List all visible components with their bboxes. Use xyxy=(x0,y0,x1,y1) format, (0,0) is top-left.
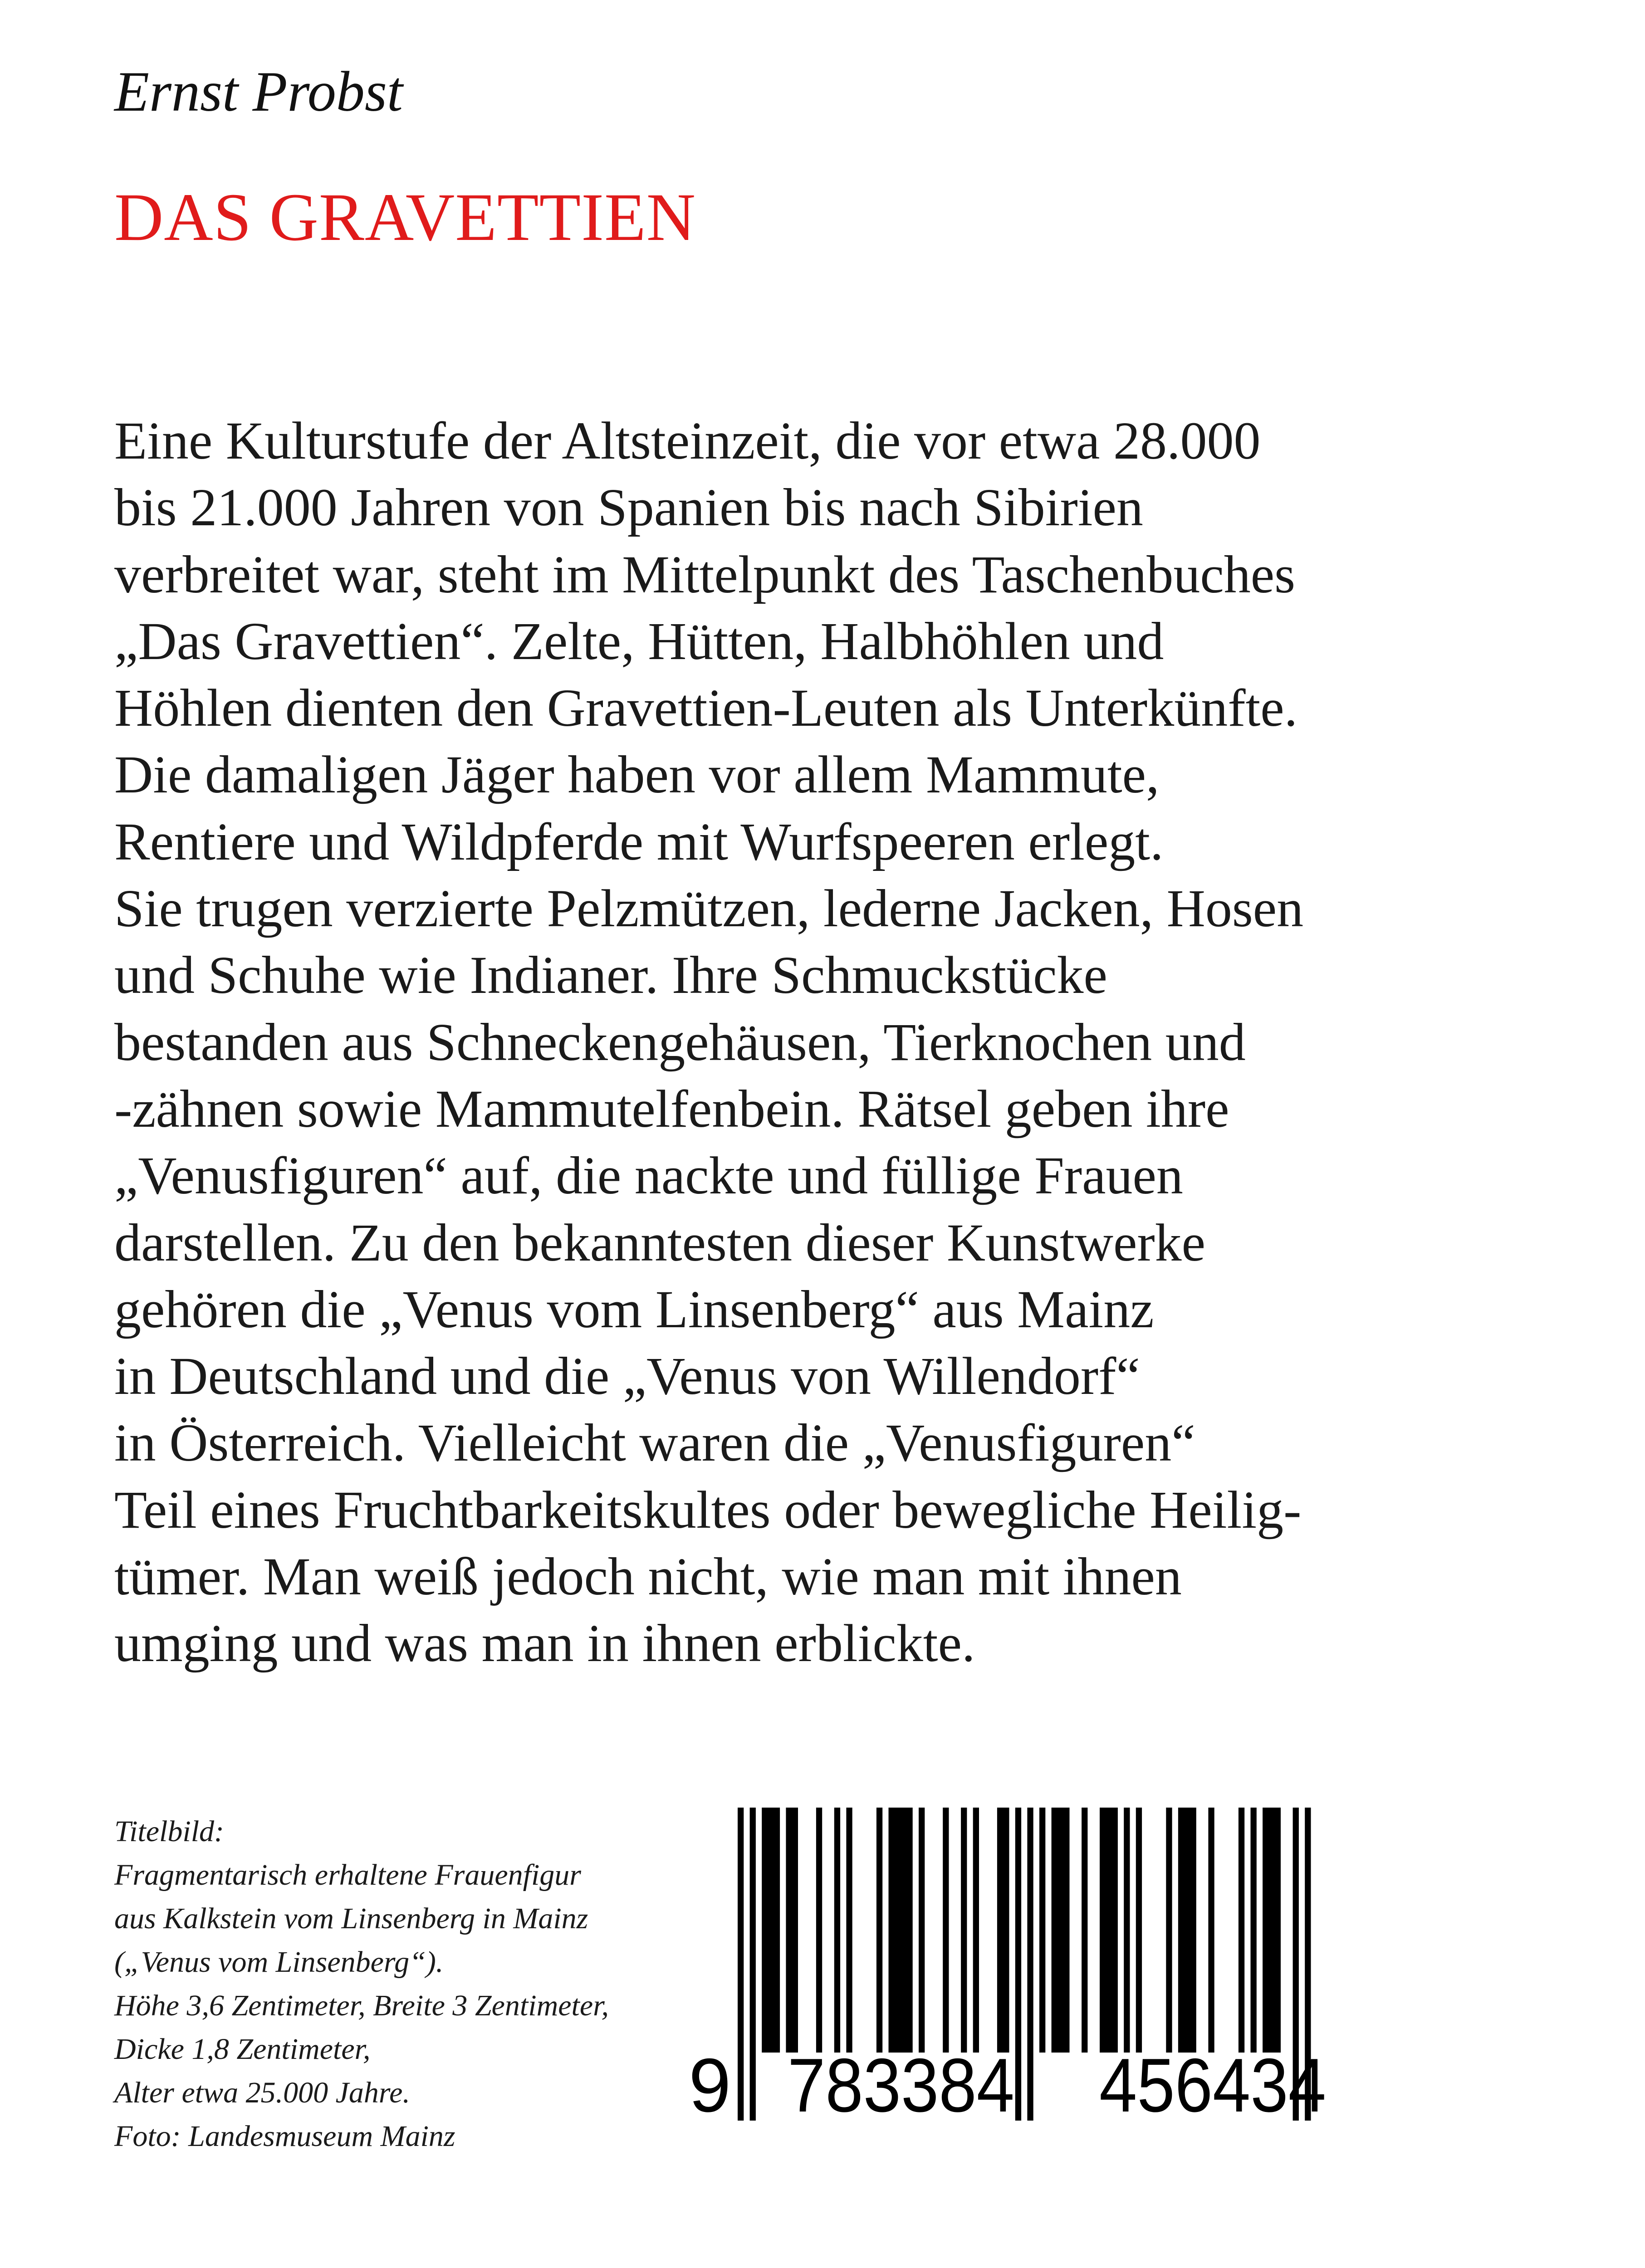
barcode-bar xyxy=(919,1808,925,2053)
barcode-bar xyxy=(1178,1808,1196,2053)
blurb-line: verbreitet war, steht im Mittelpunkt des Taschenbuches xyxy=(114,544,1296,604)
barcode-bar xyxy=(1100,1808,1118,2053)
barcode-bar xyxy=(786,1808,798,2053)
barcode-bar xyxy=(762,1808,780,2053)
barcode-right-digits: 456434 xyxy=(1099,2043,1326,2121)
cover-image-caption xyxy=(114,1810,681,2158)
blurb-line: umging und was man in ihnen erblickte. xyxy=(114,1613,975,1673)
barcode-bar xyxy=(1239,1808,1244,2053)
blurb-line: „Venusfiguren“ auf, die nackte und füllige Frauen xyxy=(114,1146,1183,1206)
barcode-guard-bar xyxy=(1015,1808,1021,2121)
barcode-bar xyxy=(1136,1808,1142,2053)
barcode-bar xyxy=(816,1808,822,2053)
blurb-line: bis 21.000 Jahren von Spanien bis nach Sibirien xyxy=(114,478,1143,538)
barcode-left-digits: 783384 xyxy=(788,2043,1014,2121)
barcode-bar xyxy=(846,1808,852,2053)
blurb-line: in Deutschland und die „Venus von Willendorf“ xyxy=(114,1346,1140,1406)
barcode-guard-bar xyxy=(738,1808,744,2121)
barcode-bar xyxy=(997,1808,1009,2053)
caption-line: aus Kalkstein vom Linsenberg in Mainz xyxy=(114,1902,588,1935)
barcode-bar xyxy=(834,1808,840,2053)
barcode-guard-bar xyxy=(1027,1808,1033,2121)
barcode-bar xyxy=(1166,1808,1172,2053)
caption-line: Dicke 1,8 Zentimeter, xyxy=(114,2033,371,2066)
blurb-line: Eine Kulturstufe der Altsteinzeit, die vor etwa 28.000 xyxy=(114,411,1261,470)
barcode-bar xyxy=(1039,1808,1045,2053)
blurb-line: darstellen. Zu den bekanntesten dieser Kunstwerke xyxy=(114,1212,1206,1272)
barcode-guard-bar xyxy=(750,1808,756,2121)
caption-line: Höhe 3,6 Zentimeter, Breite 3 Zentimeter, xyxy=(114,1989,609,2022)
blurb-line: „Das Gravettien“. Zelte, Hütten, Halbhöhlen und xyxy=(114,611,1164,671)
caption-line: Titelbild: xyxy=(114,1815,225,1848)
blurb-line: Die damaligen Jäger haben vor allem Mammute, xyxy=(114,745,1160,805)
barcode-bar xyxy=(973,1808,979,2053)
author-name: Ernst Probst xyxy=(114,60,403,123)
blurb-line: bestanden aus Schneckengehäusen, Tierknochen und xyxy=(114,1012,1246,1072)
blurb-line: Rentiere und Wildpferde mit Wurfspeeren erlegt. xyxy=(114,811,1164,871)
blurb-line: in Österreich. Vielleicht waren die „Venusfiguren“ xyxy=(114,1413,1195,1473)
barcode-bar xyxy=(1052,1808,1070,2053)
blurb-line: und Schuhe wie Indianer. Ihre Schmuckstücke xyxy=(114,945,1107,1005)
barcode-bar xyxy=(1082,1808,1087,2053)
caption-line: Fragmentarisch erhaltene Frauenfigur xyxy=(114,1858,581,1892)
barcode-bar xyxy=(943,1808,949,2053)
barcode-bar xyxy=(889,1808,913,2053)
isbn-barcode xyxy=(689,1808,1415,2121)
caption-line: („Venus vom Linsenberg“). xyxy=(114,1945,444,1979)
blurb-line: tümer. Man weiß jedoch nicht, wie man mit ihnen xyxy=(114,1547,1182,1607)
barcode-bar xyxy=(1263,1808,1281,2053)
barcode-bar xyxy=(1124,1808,1130,2053)
blurb-line: Sie trugen verzierte Pelzmützen, lederne Jacken, Hosen xyxy=(114,879,1304,938)
barcode-bar xyxy=(1208,1808,1214,2053)
blurb-line: Teil eines Fruchtbarkeitskultes oder bewegliche Heilig- xyxy=(114,1480,1302,1540)
barcode-bar xyxy=(1251,1808,1257,2053)
barcode-bar xyxy=(961,1808,967,2053)
caption-line: Alter etwa 25.000 Jahre. xyxy=(114,2076,410,2109)
barcode-bar xyxy=(876,1808,882,2053)
blurb-line: Höhlen dienten den Gravettien-Leuten als Unterkünfte. xyxy=(114,678,1298,738)
blurb-text xyxy=(114,407,1530,1677)
blurb-line: gehören die „Venus vom Linsenberg“ aus Mainz xyxy=(114,1279,1154,1339)
caption-line: Foto: Landesmuseum Mainz xyxy=(114,2120,455,2153)
blurb-line: -zähnen sowie Mammutelfenbein. Rätsel geben ihre xyxy=(114,1079,1229,1139)
book-title: DAS GRAVETTIEN xyxy=(114,180,696,255)
barcode-first-digit: 9 xyxy=(689,2043,731,2121)
barcode-graphic xyxy=(689,1808,1415,2121)
